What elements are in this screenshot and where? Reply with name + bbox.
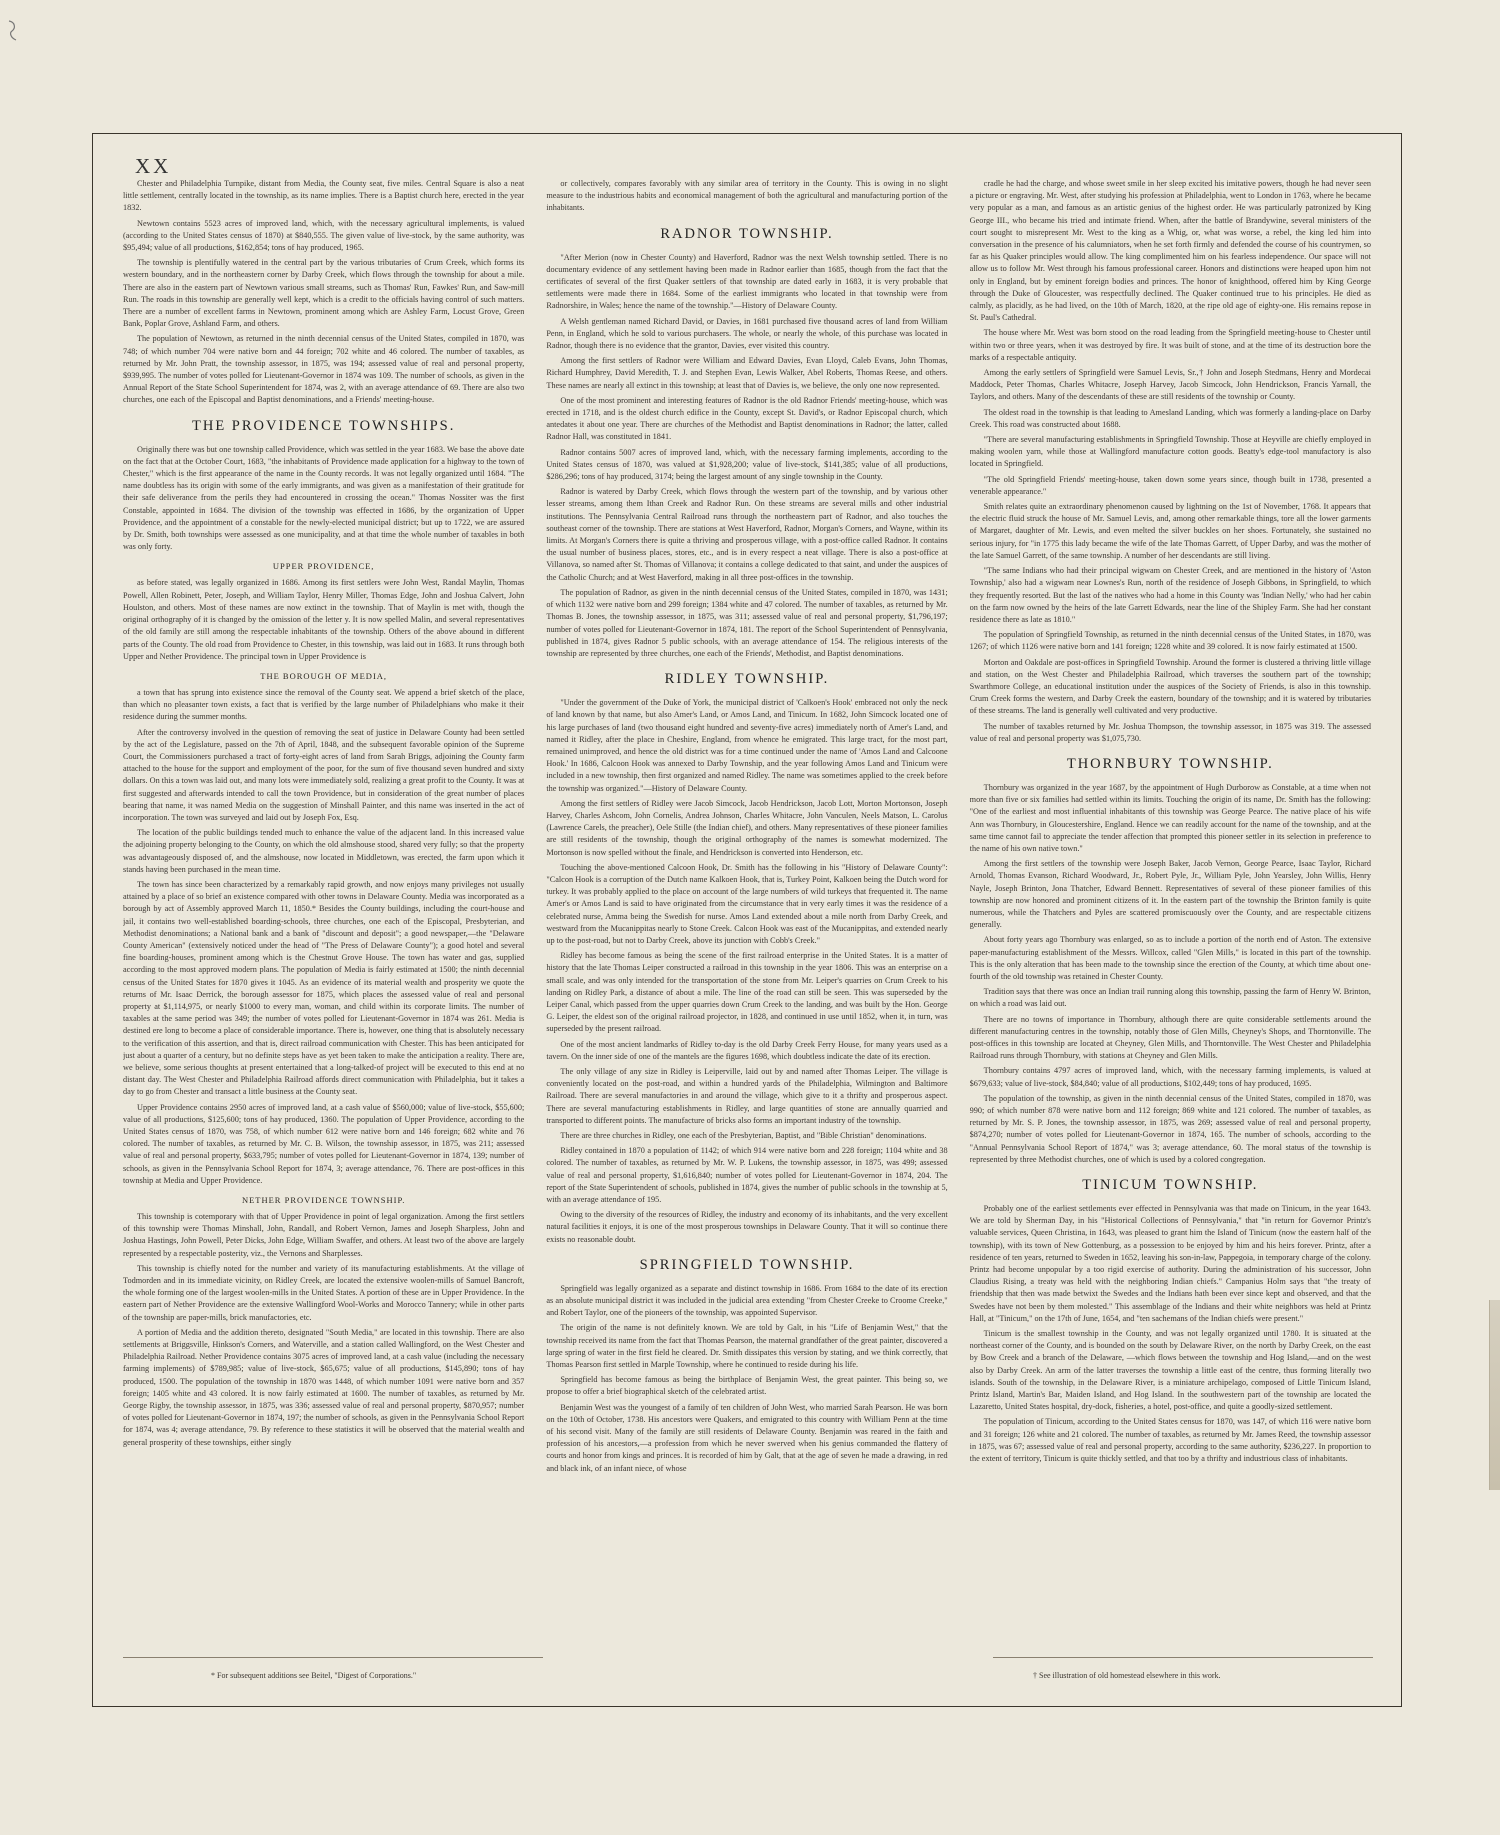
paragraph: "Under the government of the Duke of York, the municipal district of 'Calkoen's Hook' embraced not only the neck of land known by that name, but also Amer's Land, or Amos Land, and Tinicum. In 1682, John Simcock located one of his large purchases of land (two thousand eight hundred and seventy-five acres) immediately north of Amer's Land, and named it Ridley, after the place in Cheshire, England, from whence he emigrated. This large tract, for the most part, remained unimproved, and hence the old district was for a time continued under the name of 'Amos Land and Calcoone Hook.' In 1686, Calcoon Hook was annexed to Darby Township, and the year following Amos Land and Tinicum were included in a new township, then first organized and named Ridley. The name was sometimes applied to the creek before the township was organized."—History of Delaware County. (546, 698, 948, 793)
paragraph: Radnor is watered by Darby Creek, which flows through the western part of the township, and by various other lesser streams, among them Ithan Creek and Radnor Run. On these streams are several mills and other industrial institutions. The Pennsylvania Central Railroad runs through the northeastern part of Radnor, and also touches the southeast corner of the township. There are stations at West Haverford, Radnor, Morgan's Corners, and Wayne, within its limits. At Morgan's Corners there is quite a thriving and prosperous village, with a post-office called Radnor. It contains the usual number of business places, stores, etc., and is in every respect a neat village. There is also a post-office at Villanova, so named after St. Thomas of Villanova; it contains a college dedicated to that saint, and under the auspices of the Catholic Church; and at West Haverford, making in all three post-offices in the township. (546, 487, 948, 582)
paragraph: Touching the above-mentioned Calcoon Hook, Dr. Smith has the following in his "History of Delaware County": "Calcon Hook is a corruption of the Dutch name Kalkoen Hook, that is, Turkey Point, Kalkoen being the Dutch word for turkey. It was probably applied to the place on account of the large numbers of wild turkeys that frequented it. The name Amer's or Amos Land is said to have originated from the circumstance that in very early times it was the residence of a celebrated nurse, Amma being the Swedish for nurse. Amos Land extended about a mile north from Darby Creek, and westward from the Mucanippitas nearly to Stone Creek. Calcon Hook was east of the Mucanippitas, and extended nearly up to the post-road, but not to Darby Creek, above its junction with Cobb's Creek." (546, 862, 948, 945)
section-heading: RIDLEY TOWNSHIP. (664, 671, 830, 688)
pencil-mark-icon (6, 18, 20, 42)
paragraph: Newtown contains 5523 acres of improved land, which, with the necessary agricultural implements, is valued (according to the United States census of 1870) at $840,555. The given value of live-stock, by the same authority, was $95,494; value of all productions, $162,854; tons of hay produced, 1965. (123, 218, 525, 253)
paragraph: The number of taxables returned by Mr. Joshua Thompson, the township assessor, in 1875 was 319. The assessed value of real and personal property was $1,075,730. (969, 721, 1371, 743)
section-heading: THORNBURY TOWNSHIP. (1066, 755, 1274, 772)
paragraph: Among the first settlers of Ridley were Jacob Simcock, Jacob Hendrickson, Jacob Lott, Morton Mortonson, Joseph Harvey, Charles Ashcom, John Cornelis, Andrea Johnson, Charles Whitacre, John Vanculen, Neels Matson, L. Carolus (Lawrence Carels, the preacher), Oele Stille (the Indian chief), and others. Many representatives of these pioneer families are still residents of the township, though the original orthography of the names is somewhat modernized. The Mortonson is now spelled without the finale, and Hendrickson is converted into Henderson, etc. (546, 798, 948, 857)
column-middle (546, 178, 947, 1642)
paragraph: This township is cotemporary with that of Upper Providence in point of legal organization. Among the first settlers of this township were Thomas Minshall, John, Randall, and Robert Vernon, James and Joseph Sharpless, John and Joshua Hastings, John Powell, Peter Dicks, John Edge, William Swaffer, and others. At least two of the above are largely represented by a respectable posterity, viz., the Vernons and Sharplesses. (123, 1212, 525, 1258)
paragraph: Ridley contained in 1870 a population of 1142; of which 914 were native born and 228 foreign; 1104 white and 38 colored. The number of taxables, as returned by Mr. W. P. Lukens, the township assessor, in 1875, was 499; assessed value of real and personal property, $1,616,840; number of votes polled for Lieutenant-Governor in 1874, 204. The report of the State Superintendent of schools, published in 1874, gives the number of public schools in the township at 5, with an average attendance of 195. (546, 1146, 948, 1205)
paragraph: or collectively, compares favorably with any similar area of territory in the County. This is owing in no slight measure to the industrious habits and economical management of both the agricultural and manufacturing portion of the inhabitants. (546, 179, 948, 213)
section-heading: THE PROVIDENCE TOWNSHIPS. (191, 417, 456, 434)
paragraph: Owing to the diversity of the resources of Ridley, the industry and economy of its inhabitants, and the very excellent natural facilities it enjoys, it is one of the most prosperous townships in Delaware County. That it will so continue there exists no reasonable doubt. (546, 1210, 948, 1244)
paragraph: as before stated, was legally organized in 1686. Among its first settlers were John West, Randal Maylin, Thomas Powell, Allen Robinett, Peter, Joseph, and William Taylor, Henry Miller, Thomas Edge, John and Joshua Calvert, John Houlston, and others. Most of these names are now extinct in the township. That of Maylin is met with, though the original orthography of it is changed by the omission of the letter y. It is now spelled Malin, and several representatives of the old family are still among the respectable inhabitants of the township. Others of the above abound in different parts of the County. The old road from Providence to Chester, in this township, was laid out in 1683. It runs through both Upper and Nether Providence. The principal town in Upper Providence is (123, 578, 525, 661)
paragraph: About forty years ago Thornbury was enlarged, so as to include a portion of the north end of Aston. The extensive paper-manufacturing establishment of the Messrs. Willcox, called "Glen Mills," is located in this part of the township. This is the only alteration that has been made to the township since the erection of the County, at which time about one-fourth of the old township was retained in Chester County. (969, 935, 1371, 981)
paragraph: Springfield has become famous as being the birthplace of Benjamin West, the great painter. This being so, we propose to offer a brief biographical sketch of the celebrated artist. (546, 1375, 948, 1397)
paragraph: "The old Springfield Friends' meeting-house, taken down some years since, though built in 1738, presented a venerable appearance." (969, 474, 1371, 496)
paragraph: The population of the township, as given in the ninth decennial census of the United States, compiled in 1870, was 990; of which number 878 were native born and 112 foreign; 869 white and 121 colored. The number of taxables, as returned by Mr. S. P. Jones, the township assessor, in 1875, was 269; assessed value of real and personal property, $874,270; number of votes polled for Lieutenant-Governor in 1874, 165. The number of schools, according to the "Annual Pennsylvania School Report of 1874," was 3; average attendance, 60. The moral status of the township is represented by three Methodist churches, one of which is used by a colored congregation. (969, 1093, 1371, 1164)
paragraph: Springfield was legally organized as a separate and distinct township in 1686. From 1684 to the date of its erection as an absolute municipal district it was included in the judicial area extending "from Chester Creeke to Croome Creeke," and Robert Taylor, one of the pioneers of the township, was appointed Supervisor. (546, 1283, 948, 1318)
paragraph: Thornbury was organized in the year 1687, by the appointment of Hugh Durborow as Constable, at a time when not more than five or six families had settled within its limits. Touching the origin of its name, Dr. Smith has the following: "One of the earliest and most influential inhabitants of this township was George Pearce. The native place of his wife Ann was Thornbury, in Gloucestershire, England. Hence we can readily account for the name of the township, and at the same time cannot fail to appreciate the tender affection that prompted this pioneer settler in its selection in preference to the name of his own native town." (969, 782, 1371, 853)
paragraph: Chester and Philadelphia Turnpike, distant from Media, the County seat, five miles. Central Square is also a neat little settlement, centrally located in the township, as its name implies. There is a Baptist church here, erected in the year 1832. (123, 179, 525, 213)
section-heading: NETHER PROVIDENCE TOWNSHIP. (241, 1195, 406, 1206)
paragraph: Tinicum is the smallest township in the County, and was not legally organized until 1780. It is situated at the northeast corner of the County, and is bounded on the south by Delaware River, on the north by Darby Creek, on the east by Bow Creek and a branch of the Delaware, —which flows between the township and Hog Island,—and on the west also by Darby Creek. An arm of the latter traverses the township a little east of the centre, thus forming literally two islands. South of the township, in the Delaware River, is a miniature archipelago, composed of Little Tinicum Island, Printz Island, Martin's Bar, Maiden Island, and Hog Island. In the southwestern part of the township are located the Lazaretto, United States hospital, dry-dock, fisheries, a hotel, post-office, and quite a goodly-sized settlement. (969, 1329, 1371, 1412)
paragraph: Thornbury contains 4797 acres of improved land, which, with the necessary farming implements, is valued at $679,633; value of live-stock, $84,840; value of all productions, $102,449; tons of hay produced, 1695. (969, 1066, 1371, 1088)
paragraph: "There are several manufacturing establishments in Springfield Township. Those at Heyville are chiefly employed in making woolen yarn, while those at Wallingford manufacture cotton goods. Beatty's edge-tool manufactory is also located in Springfield. (969, 435, 1371, 469)
paragraph: The origin of the name is not definitely known. We are told by Galt, in his "Life of Benjamin West," that the township received its name from the fact that Thomas Pearson, the maternal grandfather of the great painter, discovered a large spring of water in the first field he cleared. Dr. Smith dissipates this version by stating, and we think correctly, that Thomas Pearson first settled in Marple Township, where he continued to reside during his life. (546, 1323, 948, 1370)
paragraph: Among the first settlers of the township were Joseph Baker, Jacob Vernon, George Pearce, Isaac Taylor, Richard Arnold, Thomas Evanson, Richard Woodward, Jr., Robert Pyle, Jr., William Pyle, John Yearsley, John Willis, Henry Nayle, Joseph Brinton, Jona Thatcher, Edward Bennett. Representatives of several of these pioneer families of this township are now honored and prominent citizens of it. In the eastern part of the township the Brinton family is quite numerous, while the Thatchers and Pyles are scattered promiscuously over the County, and are respectable citizens generally. (969, 859, 1371, 930)
paragraph: The house where Mr. West was born stood on the road leading from the Springfield meeting-house to Chester until within two or three years, when it was destroyed by fire. It was built of stone, and at the time of its destruction bore the marks of a respectable antiquity. (969, 328, 1371, 362)
section-heading: RADNOR TOWNSHIP. (660, 225, 834, 242)
paragraph: "The same Indians who had their principal wigwam on Chester Creek, and are mentioned in the history of 'Aston Township,' also had a wigwam near Lownes's Run, north of the residence of Joseph Gibbons, in Springfield, to which they frequently resorted. But the last of the natives who had a home in this County was 'Indian Nelly,' who had her cabin on the farm now owned by the heirs of the late Garrett Edwards, near the line of the Shipley Farm. She had her constant residence there as late as 1810." (969, 566, 1371, 624)
paragraph: After the controversy involved in the question of removing the seat of justice in Delaware County had been settled by the act of the Legislature, passed on the 7th of April, 1848, and the subsequent favorable opinion of the Supreme Court, the Commissioners purchased a tract of forty-eight acres of land from Sarah Briggs, adjoining the County farm attached to the house for the support and employment of the poor, for the sum of five thousand seven hundred and sixty dollars. On this a town was laid out, and many lots were immediately sold, realizing a great profit to the County. It was at first suggested and afterwards intended to call the town Providence, but in consideration of the great number of places bearing that name, it was named Media on the suggestion of Minshall Painter, and this name was inserted in the act of incorporation. The town was surveyed and laid out by Joseph Fox, Esq. (123, 727, 525, 822)
column-right (970, 178, 1371, 1642)
paragraph: cradle he had the charge, and whose sweet smile in her sleep excited his imitative powers, though he had never seen a picture or engraving. Mr. West, after studying his profession at Philadelphia, went to London in 1763, where he became very popular as a man, and famous as an artistic genius of the highest order. He was particularly patronized by King George III., who became his tried and intimate friend. When, after the battle of Brandywine, several ministers of the court sought to misrepresent Mr. West to the king as a Whig, or, what was worse, a rebel, the king led him into conversation in the presence of his calumniators, when he set forth firmly and defended the course of his countrymen, so far as his Quaker principles would allow. The king complimented him on his fearless independence. Our space will not allow us to follow Mr. West through his famous professional career. Honors and distinctions were heaped upon him not only in England, but by eminent foreign bodies and princes. The honor of knighthood, offered him by King George through the Duke of Gloucester, was respectfully declined. The Quaker continued true to his principles. He died as calmly, as placidly, as he had lived, on the 10th of March, 1820, at the ripe old age of eighty-one. His remains repose in St. Paul's Cathedral. (969, 179, 1371, 323)
paragraph: The population of Tinicum, according to the United States census for 1870, was 147, of which 116 were native born and 31 foreign; 126 white and 21 colored. The number of taxables, as returned by Mr. James Reed, the township assessor in 1875, was 67; assessed value of real and personal property, according to the same authority, $236,227. In proportion to the extent of territory, Tinicum is quite thickly settled, and that too by a thrifty and industrious class of inhabitants. (969, 1417, 1371, 1464)
paragraph: One of the most prominent and interesting features of Radnor is the old Radnor Friends' meeting-house, which was erected in 1718, and is the oldest church edifice in the County, except St. David's, or Radnor Episcopal church, which antedates it about one year. There are churches of the Methodist and Baptist denominations in Radnor; the latter, called Radnor Hall, was constituted in 1841. (546, 395, 948, 442)
footnote-right: † See illustration of old homestead elsewhere in this work. (1033, 1671, 1221, 1680)
paragraph: The population of Radnor, as given in the ninth decennial census of the United States, compiled in 1870, was 1431; of which 1132 were native born and 299 foreign; 1384 white and 47 colored. The number of taxables, as returned by Mr. Thomas B. Jones, the township assessor, in 1875, was 311; assessed value of real and personal property, $1,796,197; number of votes polled for Lieutenant-Governor in 1874, 181. The report of the School Superintendent of Pennsylvania, published in 1874, gives Radnor 5 public schools, with an average attendance of 154. The religious interests of the township are represented by three churches, one each of the Friends', Methodist, and Baptist denominations. (546, 587, 948, 658)
paragraph: This township is chiefly noted for the number and variety of its manufacturing establishments. At the village of Todmorden and in its immediate vicinity, on Ridley Creek, are located the extensive woolen-mills of Samuel Bancroft, the whole forming one of the largest woolen-mills in the United States. A portion of these are in Upper Providence. In the eastern part of Nether Providence are the extensive Wallingford Wool-Works and Morocco Tannery; while in other parts of the township are paper-mills, brick manufactories, etc. (123, 1263, 525, 1322)
paragraph: Originally there was but one township called Providence, which was settled in the year 1683. We base the above date on the fact that at the October Court, 1683, "the inhabitants of Providence made application for a highway to the town of Chester," which is the first appearance of the name in the County records. It was not legally organized until 1684. "The name doubtless has its origin with some of the early immigrants, and was given as a manifestation of their gratitude for their safe deliverance from the perils they had encountered in crossing the ocean." Thomas Nossiter was the first Constable, appointed in 1684. The division of the township was effected in 1686, by the organization of Upper Providence, and the appointment of a constable for the newly-elected municipal district; but up to 1722, we are assured by Dr. Smith, both townships were assessed as one municipality, and at that time the whole number of taxables in both was only forty. (123, 444, 525, 552)
paragraph: Upper Providence contains 2950 acres of improved land, at a cash value of $560,000; value of live-stock, $55,600; value of all productions, $125,600; tons of hay produced, 1360. The population of Upper Providence, according to the United States census of 1870, was 758, of which number 612 were native born and 146 foreign; 682 white and 76 colored. The number of taxables, as returned by Mr. C. B. Wilson, the township assessor, in 1875, was 211; assessed value of real and personal property, $633,795; number of votes polled for Lieutenant-Governor in 1874, 139; number of schools, as given in the Pennsylvania School Report for 1874, 3; average attendance, 76. There are post-offices in this township at Media and Upper Providence. (123, 1102, 525, 1185)
paragraph: The location of the public buildings tended much to enhance the value of the adjacent land. In this increased value the adjoining property belonging to the County, on which the old almshouse stood, shared very fully; so that the property was advantageously disposed of, and the almshouse, now located in Middletown, was erected, the farm upon which it stands having been purchased in the mean time. (123, 828, 525, 874)
paragraph: A Welsh gentleman named Richard David, or Davies, in 1681 purchased five thousand acres of land from William Penn, in England, which he sold to various purchasers. The whole, or nearly the whole, of this purchase was located in Radnor, though there is no evidence that the grantor, Davies, ever visited this country. (546, 316, 948, 351)
paragraph: There are no towns of importance in Thornbury, although there are quite considerable settlements around the different manufacturing centres in the township, notably those of Glen Mills, Cheyney's Shops, and Thorntonville. The post-offices in this township are located at Cheyney, Glen Mills, and Thorntonville. The West Chester and Philadelphia Railroad runs through Thornbury, with stations at Cheyney and Glen Mills. (969, 1014, 1371, 1061)
footnote-rule-left (123, 1657, 543, 1658)
section-heading: UPPER PROVIDENCE, (272, 561, 375, 572)
section-heading: THE BOROUGH OF MEDIA, (260, 670, 388, 681)
paragraph: Morton and Oakdale are post-offices in Springfield Township. Around the former is clustered a thriving little village and station, on the West Chester and Philadelphia Railroad, which traverses the southern part of the township; Swarthmore College, an educational institution under the auspices of the Society of Friends, is also in this township. Crum Creek forms the western, and Darby Creek the eastern, boundary of the township; and it is watered by tributaries of these streams. The land is generally well cultivated and very productive. (969, 657, 1371, 716)
paragraph: "After Merion (now in Chester County) and Haverford, Radnor was the next Welsh township settled. There is no documentary evidence of any settlement having been made in Radnor earlier than 1685, though from the fact that the certificates of several of the first Quaker settlers of that township are dated early in 1683, it is very probable that settlements were made there in 1684. Some of the earliest immigrants who located in that township were from Radnorshire, in Wales; hence the name of the township."—History of Delaware County. (546, 252, 948, 311)
document-page (92, 133, 1402, 1707)
section-heading: TINICUM TOWNSHIP. (1082, 1177, 1259, 1194)
paragraph: The population of Newtown, as returned in the ninth decennial census of the United States, compiled in 1870, was 748; of which number 704 were native born and 44 foreign; 702 white and 46 colored. The number of taxables, as returned by Mr. John Pratt, the township assessor, in 1875, was 194; assessed value of real and personal property, $939,995. The number of votes polled for Lieutenant-Governor in 1874 was 109. The number of schools, as given in the Annual Report of the State School Superintendent for 1874, was 2, with an average attendance of 69. There are also two churches, one each of the Episcopal and Baptist denominations, and a Friends' meeting-house. (123, 334, 525, 405)
paragraph: Among the first settlers of Radnor were William and Edward Davies, Evan Lloyd, Caleb Evans, John Thomas, Richard Humphrey, David Meredith, T. J. and Stephen Evan, Lewis Walker, Abel Roberts, Thomas Reese, and others. These names are nearly all extinct in this township; at least that of Davies is, we believe, the only one now represented. (546, 356, 948, 390)
paragraph: Among the early settlers of Springfield were Samuel Levis, Sr.,† John and Joseph Stedmans, Henry and Mordecai Maddock, Peter Thomas, Charles Whitacre, Joseph Harvey, Jacob Simcock, John Hendrickson, Francis Yarnall, the Taylors, and others. Many of the descendants of these are still residents of the township or County. (969, 368, 1371, 402)
paragraph: The town has since been characterized by a remarkably rapid growth, and now enjoys many privileges not usually attained by a place of so brief an existence compared with other towns in Delaware County. Media was incorporated as a borough by act of Assembly approved March 11, 1850.* Besides the County buildings, including the court-house and jail, it contains two well-established boarding-schools, three churches, one each of the Episcopal, Presbyterian, and Methodist denominations; a National bank and a bank of "discount and deposit"; a good newspaper,—the "Delaware County American" (extensively noticed under the head of "The Press of Delaware County"); a good hotel and several fine boarding-houses, prominent among which is the Chestnut Grove House. The town has water and gas, supplied according to the most approved modern plans. The population of Media is fairly estimated at 1500; the ninth decennial census of the United States for 1870 gives it 1045. As an evidence of its material wealth and prosperity we quote the returns of Mr. Isaac Derrick, the borough assessor for 1875, which places the assessed value of real and personal property at $1,114,975, or nearly $1000 to every man, woman, and child within its corporate limits. The number of taxables at the same period was 349; the number of votes polled for Lieutenant-Governor in 1874 was 261. Media is destined ere long to become a place of considerable importance. There is, however, one thing that is absolutely necessary to the verification of this assertion, and that is, direct railroad communication with Chester. This has been anticipated for just about a quarter of a century, but no definite steps have as yet been taken to make the anticipation a reality. There are, we believe, some serious thoughts at present entertained that a long-talked-of project will be executed to this end at no distant day. The West Chester and Philadelphia Railroad affords direct communication with Philadelphia, but it takes a day to go from Chester and transact a little business at the County seat. (123, 879, 525, 1097)
paragraph: The only village of any size in Ridley is Leiperville, laid out by and named after Thomas Leiper. The village is conveniently located on the post-road, and within a hundred yards of the Philadelphia, Wilmington and Baltimore Railroad. There are several manufactories in and around the village, which give to it a thrifty and prosperous aspect. There are several manufacturing establishments in Ridley, and large quantities of stone are annually quarried and transported to different points. The manufacture of bricks also forms an important industry of the township. (546, 1067, 948, 1125)
paragraph: A portion of Media and the addition thereto, designated "South Media," are located in this township. There are also settlements at Briggsville, Hinkson's Corners, and Waterville, and a station called Wallingford, on the West Chester and Philadelphia Railroad. Nether Providence contains 3075 acres of improved land, at a cash value (including the necessary farming implements) of $789,985; value of live-stock, $65,675; value of all productions, $145,890; tons of hay produced, 1500. The population of the township in 1870 was 1448, of which number 1091 were native born and 357 foreign; 1405 white and 43 colored. It is now fairly estimated at 1600. The number of taxables, as returned by Mr. George Rigby, the township assessor, in 1875, was 336; assessed value of real and personal property, $870,957; number of votes polled for Lieutenant-Governor in 1874, 197; the number of schools, as given in the Pennsylvania School Report for 1874, was 4; average attendance, 79. By reference to these statistics it will be observed that the material wealth and general prosperity of these townships, either singly (123, 1327, 525, 1447)
section-heading: SPRINGFIELD TOWNSHIP. (639, 1256, 855, 1273)
page-edge-tab (1489, 1300, 1500, 1490)
paragraph: There are three churches in Ridley, one each of the Presbyterian, Baptist, and "Bible Christian" denominations. (560, 1131, 927, 1141)
paragraph: The population of Springfield Township, as returned in the ninth decennial census of the United States, in 1870, was 1267; of which 1126 were native born and 141 foreign; 1228 white and 39 colored. It is now fairly estimated at 1500. (969, 630, 1371, 652)
footnote-left: * For subsequent additions see Beitel, "Digest of Corporations." (211, 1671, 417, 1680)
paragraph: Benjamin West was the youngest of a family of ten children of John West, who married Sarah Pearson. He was born on the 10th of October, 1738. His ancestors were Quakers, and emigrated to this country with William Penn at the time of his second visit. Many of the family are still residents of Delaware County. Benjamin was reared in the faith and profession of his ancestors,—a profession from which he never swerved when his genius commanded the flattery of courts and honor from kings and princes. It is recorded of him by Galt, that at the age of seven he made a drawing, in red and black ink, of an infant niece, of whose (546, 1402, 948, 1473)
paragraph: a town that has sprung into existence since the removal of the County seat. We append a brief sketch of the place, than which no pleasanter town exists, a fact that is verified by the large number of Philadelphians who make it their residence during the summer months. (123, 687, 525, 722)
column-left (123, 178, 524, 1642)
paragraph: Smith relates quite an extraordinary phenomenon caused by lightning on the 1st of November, 1768. It appears that the electric fluid struck the house of Mr. Samuel Levis, and, among other remarkable things, tore all the lower garments of Margaret, daughter of Mr. Lewis, and even melted the silver buckles on her shoes. Fortunately, she sustained no serious injury, for "in 1775 this lady became the wife of the late Thomas Garrett, of Upper Darby, and was the mother of the late Samuel Garrett, of the same township. A number of her descendants are still living. (969, 502, 1371, 560)
paragraph: The oldest road in the township is that leading to Amesland Landing, which was formerly a landing-place on Darby Creek. This road was constructed about 1688. (969, 407, 1371, 429)
paragraph: Tradition says that there was once an Indian trail running along this township, passing the farm of Henry W. Brinton, on which a road was laid out. (969, 987, 1371, 1009)
paragraph: Ridley has become famous as being the scene of the first railroad enterprise in the United States. It is a matter of history that the late Thomas Leiper constructed a railroad in this township in the year 1806. This was an enterprise on a small scale, and was only intended for the transportation of the stone from Mr. Leiper's quarries on Crum Creek to his landing on Ridley Park, a distance of about a mile. The line of the road can still be seen. This was superseded by the Leiper Canal, which passed from the upper quarries down Crum Creek to the landing, and was built by the Hon. George G. Leiper, the eldest son of the original railroad projector, in 1828, and continued in use until 1852, when it, in turn, was superseded by the present railroad. (546, 951, 948, 1034)
page-number: XX (135, 154, 172, 178)
paragraph: Probably one of the earliest settlements ever effected in Pennsylvania was that made on Tinicum, in the year 1643. We are told by Sherman Day, in his "Historical Collections of Pennsylvania," that "in return for Governor Printz's valuable services, Queen Christina, in 1643, was pleased to grant him the Island of Tinicum (now the eastern half of the township), with its town of New Gottenburg, as a possession to be enjoyed by him and his heirs forever. Printz, after a residence of ten years, returned to Sweden in 1652, leaving his son-in-law, Pappegoia, in temporary charge of the colony. Printz had become unpopular by a too rigid exercise of authority. During the administration of his successor, John Claudius Rising, a treaty was held with the neighboring Indian chiefs." Campanius Holm says that "the treaty of friendship that then was made betwixt the Swedes and the Indians hath been ever since kept and observed, and that the Swedes have not been by them molested." This assemblage of the Indians and their white neighbors was held at Printz Hall, at "Tinicum," on the 17th of June, 1654, and "ten sachemans of the Indian chiefs were present." (969, 1204, 1371, 1323)
columns-container (123, 178, 1371, 1642)
paragraph: One of the most ancient landmarks of Ridley to-day is the old Darby Creek Ferry House, for many years used as a tavern. On the inner side of one of the mantels are the figures 1698, which doubtless indicate the date of its erection. (546, 1039, 948, 1061)
footnote-rule-right (993, 1657, 1373, 1658)
paragraph: Radnor contains 5007 acres of improved land, which, with the necessary farming implements, according to the United States census of 1870, was valued at $1,928,200; value of live-stock, $141,385; value of all productions, $286,296; tons of hay produced, 3174; being the largest amount of any single township in the County. (546, 447, 948, 482)
paragraph: The township is plentifully watered in the central part by the various tributaries of Crum Creek, which forms its western boundary, and in the northeastern corner by Darby Creek, which flows through the township for about a mile. There are also in the eastern part of Newtown various small streams, such as Thomas' Run, Fawkes' Run, and Saw-mill Run. The roads in this township are generally well kept, which is a credit to the officials having control of such matters. There are a number of excellent farms in Newtown, prominent among which are Ashley Farm, Locust Grove, Green Bank, Poplar Grove, Ashland Farm, and others. (123, 258, 525, 329)
